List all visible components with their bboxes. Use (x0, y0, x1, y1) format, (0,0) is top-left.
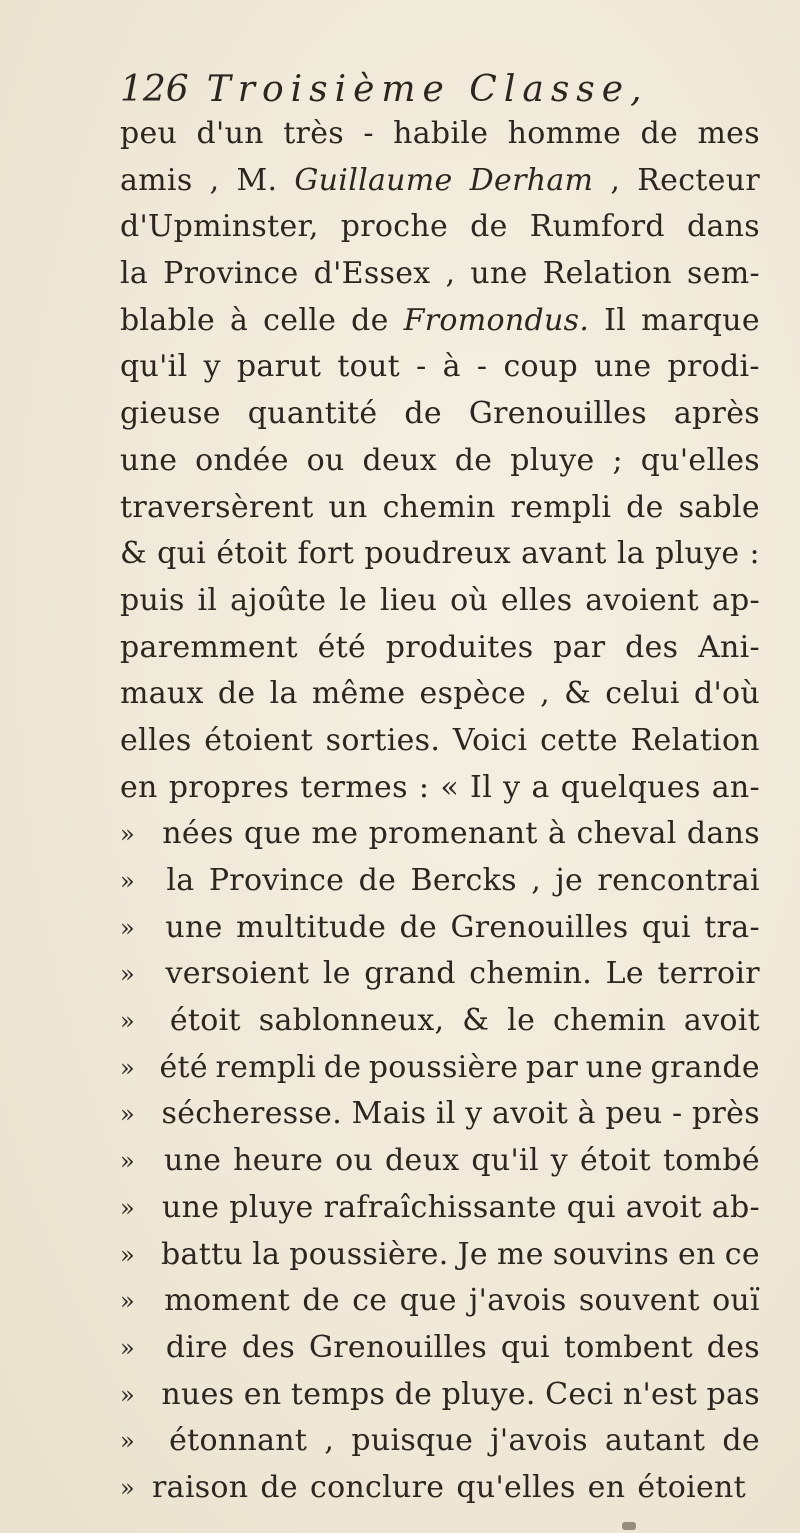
word: « (440, 769, 459, 805)
word: étoit (216, 536, 288, 572)
word: pluye (510, 442, 595, 478)
word: tombent (563, 1329, 693, 1365)
word: elles (500, 582, 573, 618)
text-line (120, 1418, 760, 1465)
word: sable (678, 489, 760, 525)
word: il (435, 1096, 456, 1132)
text-line (120, 951, 760, 998)
word: en (243, 1376, 282, 1412)
word: poudreux (364, 536, 511, 572)
word: Derham (469, 162, 594, 198)
quote-mark: » (120, 1333, 135, 1362)
word: , (209, 162, 220, 198)
word: - (672, 1096, 683, 1132)
text-line (120, 531, 760, 578)
word: ouï (712, 1283, 760, 1319)
word: de (358, 863, 397, 898)
word: peu (120, 116, 178, 151)
ink-speck (622, 1522, 636, 1530)
word: sem- (687, 256, 760, 292)
word: me (497, 1236, 544, 1272)
word: que (244, 816, 302, 852)
text-line (120, 625, 760, 672)
word: celui (605, 676, 680, 712)
word: de (640, 116, 679, 151)
word: en (678, 1236, 716, 1272)
word: an- (711, 769, 760, 805)
word: quelques (560, 769, 701, 805)
word: avoient (585, 582, 700, 618)
word: prodi- (667, 349, 760, 385)
word: de (404, 396, 442, 432)
word: même (311, 676, 406, 712)
word: de (351, 302, 389, 338)
text-line (120, 1091, 760, 1138)
quote-mark: » (120, 1193, 135, 1222)
word: une (163, 1143, 222, 1179)
word: de (217, 676, 256, 712)
word: ondée (195, 442, 289, 478)
word: étoit (169, 1003, 241, 1039)
word: - (363, 116, 374, 151)
word: qui (641, 909, 691, 945)
word: le (339, 582, 368, 618)
word: , (540, 676, 550, 712)
word: maux (120, 676, 204, 712)
word: sorties. (325, 722, 441, 758)
word: deux (362, 442, 437, 478)
quote-mark: » (120, 1007, 135, 1036)
quote-mark: » (120, 1380, 135, 1409)
word: ab- (711, 1189, 760, 1225)
word: d'où (693, 676, 760, 712)
quote-mark: » (120, 1287, 135, 1316)
word: tout (337, 349, 401, 385)
word: Je (457, 1236, 488, 1272)
text-line (120, 251, 760, 298)
word: été (159, 1049, 208, 1085)
word: promenant (368, 816, 538, 852)
word: multitude (236, 909, 387, 945)
word: de (323, 1049, 362, 1085)
word: pas (706, 1376, 760, 1412)
word: rempli (215, 1049, 317, 1085)
word: terroir (657, 956, 760, 992)
word: poussière (368, 1049, 519, 1085)
word: où (450, 582, 489, 618)
word: ce (352, 1283, 388, 1319)
word: gieuse (120, 396, 221, 432)
word: souvent (578, 1283, 700, 1319)
word: qu'elles (456, 1469, 576, 1505)
word: deux (385, 1143, 460, 1179)
word: traversèrent (120, 489, 314, 525)
word: une (585, 1049, 643, 1085)
word: de (470, 209, 508, 245)
word: étoit (579, 1143, 651, 1179)
text-line (120, 998, 760, 1045)
word: y (465, 1096, 483, 1132)
word: sablonneux, (258, 1003, 445, 1039)
word: de (302, 1283, 340, 1319)
word: des (706, 1329, 760, 1365)
word: la (616, 536, 645, 572)
quote-mark: » (120, 1147, 135, 1176)
text-line (120, 391, 760, 438)
word: par (525, 1049, 579, 1085)
word: il (197, 582, 218, 618)
word: qu'elles (640, 442, 760, 478)
word: cheval (576, 816, 677, 852)
word: par (553, 629, 606, 665)
word: lieu (379, 582, 438, 618)
word: d'un (196, 116, 264, 151)
word: chemin. (469, 956, 593, 992)
word: Grenouilles (468, 396, 647, 432)
word: dire (165, 1329, 228, 1365)
quote-mark: » (120, 1053, 135, 1082)
word: une (161, 1189, 220, 1225)
word: avant (521, 536, 607, 572)
word: conclure (309, 1469, 445, 1505)
text-line (120, 811, 760, 858)
word: la (252, 1236, 281, 1272)
word: poussière. (289, 1236, 449, 1272)
word: Voici (452, 722, 528, 758)
text-line (120, 1465, 760, 1512)
word: , (445, 256, 456, 292)
word: étonnant (169, 1423, 308, 1459)
text-line (120, 298, 760, 345)
word: Relation (630, 722, 760, 758)
word: ce (724, 1236, 760, 1272)
word: Recteur (637, 162, 760, 198)
text-line (120, 1138, 760, 1185)
word: Il (604, 302, 627, 338)
word: heure (233, 1143, 324, 1179)
word: celle (263, 302, 337, 338)
word: mes (697, 116, 760, 151)
text-line (120, 1185, 760, 1232)
word: raison (152, 1469, 249, 1505)
word: en (587, 1469, 626, 1505)
word: homme (507, 116, 622, 151)
word: qu'il (120, 349, 188, 385)
word: de (394, 1376, 433, 1412)
text-line (120, 204, 760, 251)
word: une (470, 256, 528, 292)
word: , (610, 162, 621, 198)
word: fort (297, 536, 355, 572)
word: le (507, 1003, 536, 1039)
word: rencontrai (597, 863, 760, 898)
word: parut (236, 349, 322, 385)
word: tra- (704, 909, 760, 945)
word: - (416, 349, 427, 385)
text-line (120, 344, 760, 391)
text-line (120, 765, 760, 812)
word: y (503, 769, 521, 805)
word: a (531, 769, 550, 805)
word: pluye. (441, 1376, 536, 1412)
text-line (120, 578, 760, 625)
word: une (120, 442, 178, 478)
word: dans (686, 209, 760, 245)
word: la (269, 676, 298, 712)
word: Province (163, 256, 299, 292)
text-line (120, 158, 760, 205)
word: propres (168, 769, 290, 805)
text-line (120, 905, 760, 952)
word: de (454, 442, 493, 478)
word: nées (162, 816, 234, 852)
text-line (120, 111, 760, 158)
word: M. (236, 162, 278, 198)
quote-mark: » (120, 913, 135, 942)
word: à (577, 1096, 596, 1132)
word: de (399, 909, 438, 945)
word: avoit (683, 1003, 760, 1039)
quote-mark: » (120, 1100, 135, 1129)
word: qui (500, 1329, 550, 1365)
word: d'Upminster, (120, 209, 319, 245)
quote-mark: » (120, 867, 135, 895)
word: j'avois (469, 1283, 567, 1319)
word: Province (208, 863, 345, 898)
word: de (626, 489, 664, 525)
word: ajoûte (230, 582, 327, 618)
word: étoient (204, 722, 313, 758)
word: qui (157, 536, 207, 572)
word: habile (393, 116, 489, 151)
word: elles (120, 722, 192, 758)
word: paremment (120, 629, 298, 665)
text-line (120, 1278, 760, 1325)
word: autant (604, 1423, 706, 1459)
word: & (120, 536, 148, 572)
word: qu'il (471, 1143, 539, 1179)
body-text (120, 111, 760, 1512)
word: puis (120, 582, 185, 618)
word: à (548, 816, 567, 852)
word: Bercks (410, 863, 517, 898)
text-line (120, 1325, 760, 1372)
text-line (120, 485, 760, 532)
word: une (165, 909, 223, 945)
word: pluye (229, 1189, 314, 1225)
word: - (476, 349, 488, 385)
word: pluye (655, 536, 740, 572)
word: temps (290, 1376, 386, 1412)
quote-mark: » (120, 1473, 135, 1502)
word: chemin (553, 1003, 667, 1039)
word: qui (566, 1189, 616, 1225)
word: Rumford (529, 209, 665, 245)
word: grand (364, 956, 456, 992)
word: la (166, 863, 195, 898)
word: , (324, 1423, 335, 1459)
word: y (203, 349, 221, 385)
word: blable (120, 302, 216, 338)
word: très (283, 116, 344, 151)
word: à (442, 349, 461, 385)
word: peu (605, 1096, 663, 1132)
text-line (120, 1232, 760, 1279)
word: y (550, 1143, 569, 1179)
quote-mark: » (120, 1240, 135, 1269)
text-line (120, 858, 760, 905)
word: en (120, 769, 158, 805)
word: de (260, 1469, 298, 1505)
word: Guillaume (294, 162, 453, 198)
word: des (241, 1329, 296, 1365)
word: nues (161, 1376, 235, 1412)
word: coup (503, 349, 579, 385)
word: proche (340, 209, 449, 245)
text-line (120, 1045, 760, 1092)
word: la (120, 256, 149, 292)
word: cette (540, 722, 618, 758)
word: ; (612, 442, 623, 478)
word: des (625, 629, 679, 665)
word: avoit (625, 1189, 702, 1225)
text-line (120, 438, 760, 485)
quote-mark: » (120, 960, 135, 989)
word: & (462, 1003, 490, 1039)
word: Grenouilles (450, 909, 629, 945)
word: Ani- (698, 629, 760, 665)
word: n'est (622, 1376, 698, 1412)
word: espèce (419, 676, 527, 712)
word: d'Essex (313, 256, 431, 292)
word: été (317, 629, 367, 665)
word: marque (641, 302, 760, 338)
quote-mark: » (120, 820, 135, 849)
word: rafraîchissante (323, 1189, 557, 1225)
quote-mark: » (120, 1427, 135, 1456)
word: : (418, 769, 430, 805)
word: , (531, 863, 542, 898)
word: souvins (552, 1236, 670, 1272)
word: me (311, 816, 359, 852)
word: à (230, 302, 249, 338)
word: Le (605, 956, 644, 992)
page-number: 126 (120, 69, 189, 110)
word: battu (161, 1236, 244, 1272)
word: j'avois (490, 1423, 588, 1459)
word: Mais (351, 1096, 427, 1132)
word: Ceci (545, 1376, 614, 1412)
word: Fromondus. (403, 302, 590, 338)
word: Relation (542, 256, 672, 292)
word: ou (335, 1143, 374, 1179)
text-line (120, 1372, 760, 1419)
word: de (722, 1423, 760, 1459)
word: quantité (247, 396, 378, 432)
word: avoit (492, 1096, 569, 1132)
word: : (749, 536, 760, 572)
word: je (555, 863, 584, 898)
word: une (594, 349, 652, 385)
word: ap- (711, 582, 760, 618)
word: ou (306, 442, 345, 478)
word: versoient (165, 956, 310, 992)
word: dans (686, 816, 760, 852)
text-line (120, 671, 760, 718)
word: rempli (510, 489, 612, 525)
word: & (564, 676, 592, 712)
running-title: Troisième Classe, (206, 69, 649, 110)
text-line (120, 718, 760, 765)
word: un (328, 489, 368, 525)
word: après (673, 396, 760, 432)
word: termes (300, 769, 408, 805)
word: sécheresse. (161, 1096, 343, 1132)
word: le (322, 956, 351, 992)
word: que (399, 1283, 457, 1319)
word: moment (164, 1283, 291, 1319)
word: Grenouilles (309, 1329, 488, 1365)
word: tombé (662, 1143, 760, 1179)
word: amis (120, 162, 193, 198)
word: chemin (382, 489, 496, 525)
word: grande (650, 1049, 760, 1085)
word: Il (470, 769, 493, 805)
word: près (692, 1096, 760, 1132)
word: puisque (351, 1423, 474, 1459)
word: produites (385, 629, 534, 665)
word: étoient (637, 1469, 747, 1505)
